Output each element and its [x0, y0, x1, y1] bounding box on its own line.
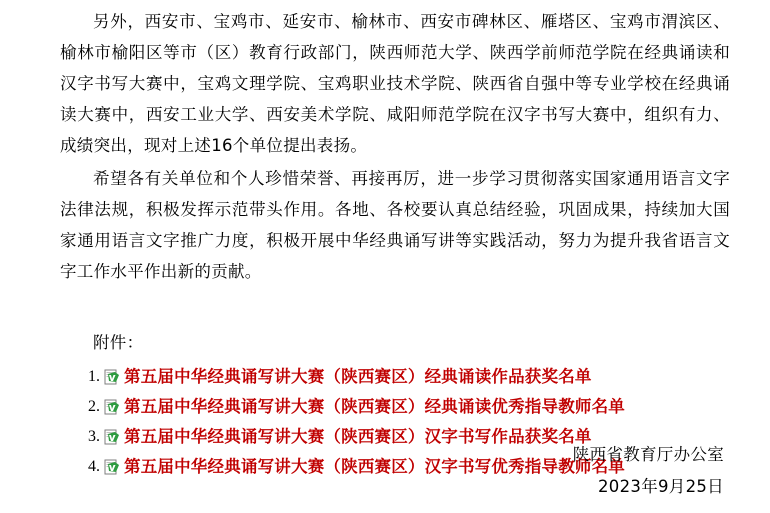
signature-date: 2023年9月25日 [598, 477, 724, 496]
attachments-heading: 附件： [93, 333, 144, 352]
body-paragraph-2: 希望各有关单位和个人珍惜荣誉、再接再厉，进一步学习贯彻落实国家通用语言文字法律法规，积极发挥示范带头作用。各地、各校要认真总结经验，巩固成果，持续加大国家通用语言文字推广力度，积极开展中华经典诵写讲等实践活动，努力为提升我省语言文字工作水平作出新的贡献。 [60, 169, 730, 281]
list-item[interactable] [60, 362, 730, 392]
attachment-number: 3. [88, 428, 100, 445]
attachment-link[interactable]: 第五届中华经典诵写讲大赛（陕西赛区）经典诵读作品获奖名单 [124, 367, 592, 386]
attachment-link[interactable]: 第五届中华经典诵写讲大赛（陕西赛区）汉字书写优秀指导教师名单 [124, 457, 625, 476]
list-item[interactable] [60, 392, 730, 422]
word-document-icon [104, 459, 120, 475]
word-document-icon [104, 399, 120, 415]
attachment-link[interactable]: 第五届中华经典诵写讲大赛（陕西赛区）汉字书写作品获奖名单 [124, 427, 592, 446]
attachment-number: 2. [88, 398, 100, 415]
attachment-link[interactable]: 第五届中华经典诵写讲大赛（陕西赛区）经典诵读优秀指导教师名单 [124, 397, 625, 416]
spacer [60, 287, 730, 327]
body-paragraph-1: 另外，西安市、宝鸡市、延安市、榆林市、西安市碑林区、雁塔区、宝鸡市渭滨区、榆林市榆阳区等市（区）教育行政部门，陕西师范大学、陕西学前师范学院在经典诵读和汉字书写大赛中，宝鸡文理学院、宝鸡职业技术学院、陕西省自强中等专业学校在经典诵读大赛中，西安工业大学、西安美术学院、咸阳师范学院在汉字书写大赛中，组织有力、成绩突出，现对上述16个单位提出表扬。 [60, 12, 730, 155]
word-document-icon [104, 429, 120, 445]
word-document-icon [104, 369, 120, 385]
attachment-number: 4. [88, 458, 100, 475]
attachment-number: 1. [88, 368, 100, 385]
signature-organization: 陕西省教育厅办公室 [572, 445, 724, 464]
